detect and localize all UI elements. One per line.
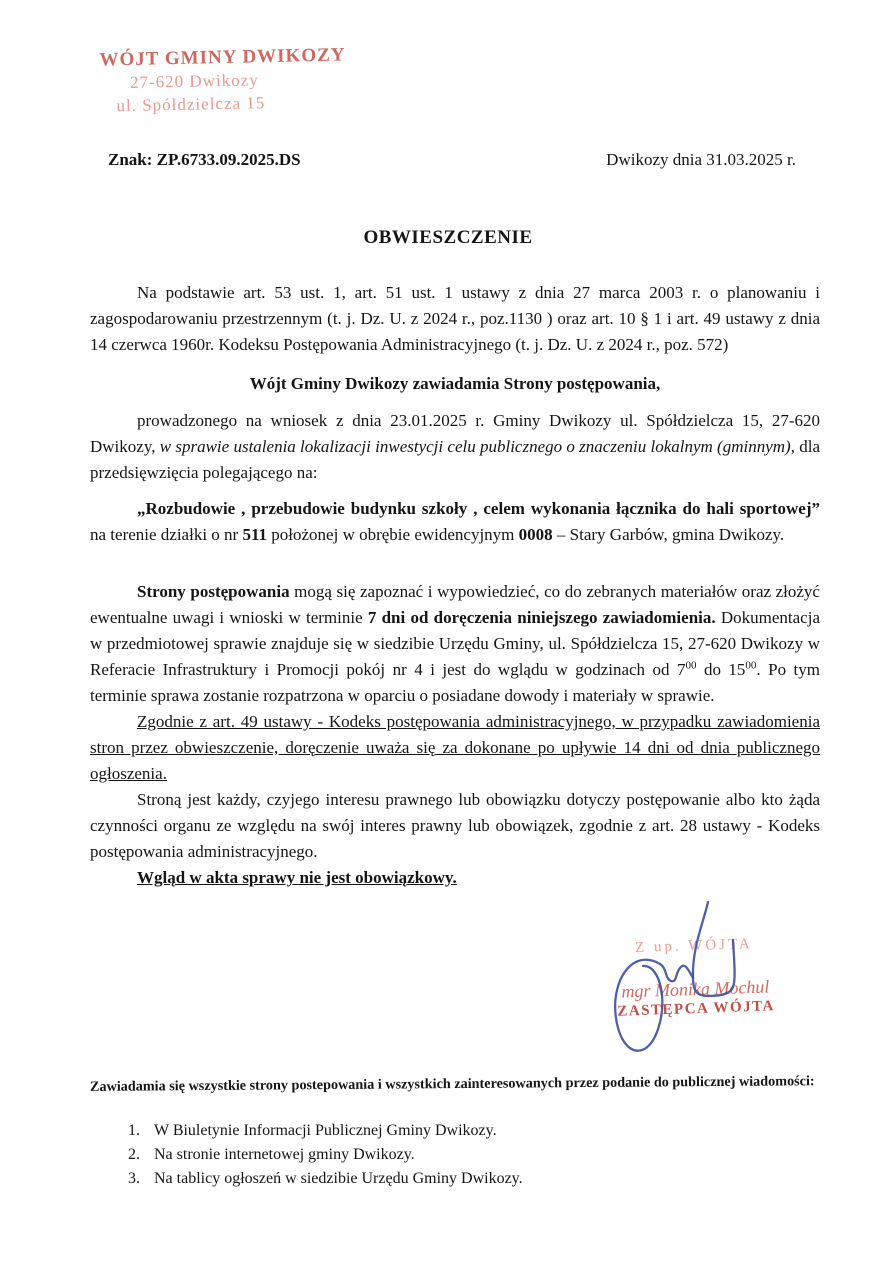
place-and-date: Dwikozy dnia 31.03.2025 r. [606,150,796,169]
inspection-note: Wgląd w akta sprawy nie jest obowiązkowy. [137,868,457,887]
article49-paragraph [90,709,820,787]
request-paragraph [90,408,820,486]
parties-bold-1: Strony postępowania [137,582,290,601]
project-text-1: na terenie działki o nr [90,525,243,544]
sender-office-name: WÓJT GMINY DWIKOZY [99,44,346,71]
item-number-3: 3. [128,1170,140,1187]
publication-footer [89,1073,830,1191]
party-definition-text: Stroną jest każdy, czyjego interesu prawnego lub obowiązku dotyczy postępowanie albo kto żąda czynności organu ze względu na swój interes prawny lub obowiązek, zgodnie z art. 28 ustawy - Kodeks postępowania administracyjnego. [90,790,820,861]
article49-underlined-text: Zgodnie z art. 49 ustawy - Kodeks postępowania administracyjnego, w przypadku zawiadomienia stron przez obwieszczenie, doręczenie uważa się za dokonane po upływie 14 dni od dnia publicznego ogłoszenia. [90,712,820,783]
document-title: OBWIESZCZENIE [363,227,533,248]
notice-heading: Wójt Gminy Dwikozy zawiadamia Strony postępowania, [249,374,661,393]
item-number-2: 2. [128,1146,140,1163]
reference-row [108,150,796,170]
sender-street: ul. Spółdzielcza 15 [116,93,266,116]
case-reference-number: Znak: ZP.6733.09.2025.DS [108,150,301,169]
item-text-1: W Biuletynie Informacji Publicznej Gminy Dwikozy. [154,1122,497,1139]
plot-number: 511 [242,525,268,544]
request-text-1: prowadzonego na wniosek z dnia 23.01.2025 r. Gminy Dwikozy ul. Spółdzielcza 15, 27-620 Dwikozy, [90,411,820,456]
legal-basis-paragraph [90,280,820,358]
item-text-3: Na tablicy ogłoszeń w siedzibie Urzędu Gminy Dwikozy. [154,1170,523,1187]
precinct-number: 0008 [518,525,553,544]
item-text-2: Na stronie internetowej gminy Dwikozy. [154,1146,415,1163]
hour-superscript-2: 00 [745,659,757,672]
publication-item-3 [128,1167,830,1191]
signer-title: ZASTĘPCA WÓJTA [617,998,776,1020]
parties-paragraph [90,579,820,709]
legal-basis-text: Na podstawie art. 53 ust. 1, art. 51 ust. 1 ustawy z dnia 27 marca 2003 r. o planowaniu i zagospodarowaniu przestrzennym (t. j. Dz. U. z 2024 r., poz.1130 ) oraz art. 10 § 1 i art. 49 ustawy z dnia 14 czerwca 1960r. Kodeksu Postępowania Administracyjnego (t. j. Dz. U. z 2024 r., poz. 572) [90,283,820,354]
hour-superscript-1: 00 [685,659,697,672]
publication-item-2 [128,1143,830,1167]
publication-list [90,1119,830,1191]
parties-bold-2: 7 dni od doręczenia niniejszego zawiadomienia. [367,608,716,627]
parties-text-2: Dokumentacja w przedmiotowej sprawie znajduje się w siedzibie Urzędu Gminy, ul. Spółdzielcza 15, 27-620 Dwikozy w Referacie Infrastruktury i Promocji pokój nr 4 i jest do wglądu w godzinach od 7 [90,608,820,679]
sender-office-stamp [99,43,346,117]
parties-text-1: mogą się zapoznać i wypowiedzieć, co do zebranych materiałów oraz złożyć ewentualne uwagi i wnioski w terminie [90,582,820,627]
item-number-1: 1. [128,1122,140,1139]
publication-heading: Zawiadamia się wszystkie strony postepowania i wszystkich zainteresowanych przez podanie do publicznej wiadomości: [89,1073,815,1095]
request-text-italic: w sprawie ustalenia lokalizacji inwestycji celu publicznego o znaczeniu lokalnym (gminnym), [159,437,795,456]
project-name-bold: „Rozbudowie , przebudowie budynku szkoły , celem wykonania łącznika do hali sportowej” [137,499,820,518]
publication-item-1 [128,1119,830,1143]
project-text-3: – Stary Garbów, gmina Dwikozy. [552,525,785,544]
document-body [90,280,820,891]
signer-name: mgr Monika Mochul [621,976,770,1002]
on-behalf-of-mayor-label: Z up. WÓJTA [634,935,754,957]
handwritten-signature [575,896,785,1071]
parties-text-3: do 15 [696,660,746,679]
party-definition-paragraph [90,787,820,865]
project-paragraph [90,496,820,548]
parties-text-4: . Po tym terminie sprawa zostanie rozpatrzona w oparciu o posiadane dowody i materiały w sprawie. [90,660,821,705]
request-text-2: dla przedsięwzięcia polegającego na: [90,437,821,482]
project-text-2: położonej w obrębie ewidencyjnym [267,525,519,544]
sender-postal-code: 27-620 Dwikozy [129,70,259,92]
